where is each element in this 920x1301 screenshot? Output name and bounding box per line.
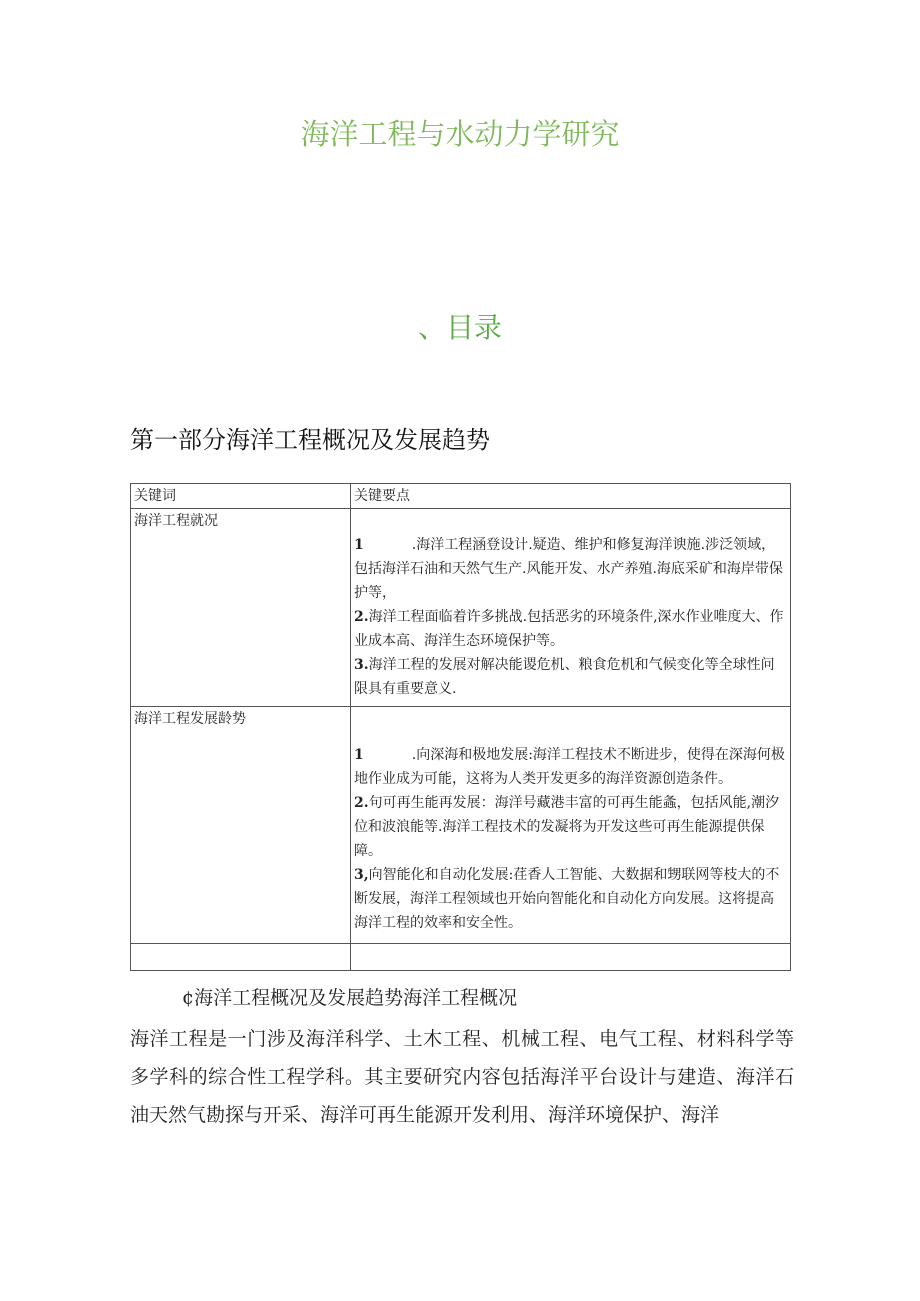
keyword-cell — [131, 944, 351, 971]
point-number: 2. — [354, 795, 369, 811]
table-row — [131, 707, 791, 944]
point-number: 3, — [354, 867, 369, 883]
header-key-points: 关键要点 — [351, 484, 791, 509]
table-header-row — [131, 484, 791, 509]
point-number: 3. — [354, 657, 369, 673]
key-point — [354, 653, 787, 701]
keyword-table — [130, 483, 791, 971]
subheading: ¢海洋工程概况及发展趋势海洋工程概况 — [182, 987, 518, 1009]
key-point — [354, 743, 787, 791]
body-paragraph: 海洋工程是一门涉及海洋科学、土木工程、机械工程、电气工程、材料科学等多学科的综合性工程学科。其主要研究内容包括海洋平台设计与建造、海洋石油天然气勘探与开采、海洋可再生能源开发利用、海洋环境保护、海洋 — [130, 1028, 794, 1126]
point-text: .海洋工程涵登设计.疑造、维护和修复海洋谀施.涉泛领域，包括海洋石油和天然气生产.风能开发、水产养殖.海底采矿和海岸带保护等， — [354, 537, 783, 601]
key-points-cell — [351, 509, 791, 707]
table-row — [131, 944, 791, 971]
keyword-cell: 海洋工程就况 — [131, 509, 351, 707]
point-text: 句可再生能再发展：海洋号藏港丰富的可再生能螽，包括风能,潮汐位和波浪能等.海洋工程技术的发凝将为开发这些可再生能源提供保障。 — [354, 795, 780, 859]
point-text: 海洋工程的发展对解决能谡危机、粮食危机和气候变化等全球性问限具有重要意义. — [354, 657, 775, 697]
toc-heading: 、目录 — [417, 311, 502, 344]
point-text: 向智能化和自动化发展:荏香人工智能、大数据和甥联网等枝大的不断发展，海洋工程领域也开始向智能化和自动化方向发展。这将提高海洋工程的效率和安全性。 — [354, 867, 780, 931]
key-point — [354, 605, 787, 653]
section-heading: 第一部分海洋工程概况及发展趋势 — [130, 426, 490, 454]
point-text: 海洋工程面临着许多挑战.包括恶劣的环境条件,深水作业唯度大、作业成本高、海洋生态环境保护等。 — [354, 609, 784, 649]
key-point — [354, 791, 787, 863]
key-points-cell — [351, 707, 791, 944]
table-row — [131, 509, 791, 707]
point-number: 1 — [354, 537, 364, 553]
key-point — [354, 863, 787, 935]
key-point — [354, 533, 787, 605]
point-text: .向深海和极地发展:海洋工程技术不断进步，使得在深海何极地作业成为可能，这将为人类开发更多的海洋资源创造条件。 — [354, 747, 785, 787]
document-title: 海洋工程与水动力学研究 — [300, 117, 620, 151]
key-points-cell — [351, 944, 791, 971]
point-number: 2. — [354, 609, 369, 625]
keyword-cell: 海洋工程发展龄势 — [131, 707, 351, 944]
point-number: 1 — [354, 747, 364, 763]
header-keyword: 关键词 — [131, 484, 351, 509]
